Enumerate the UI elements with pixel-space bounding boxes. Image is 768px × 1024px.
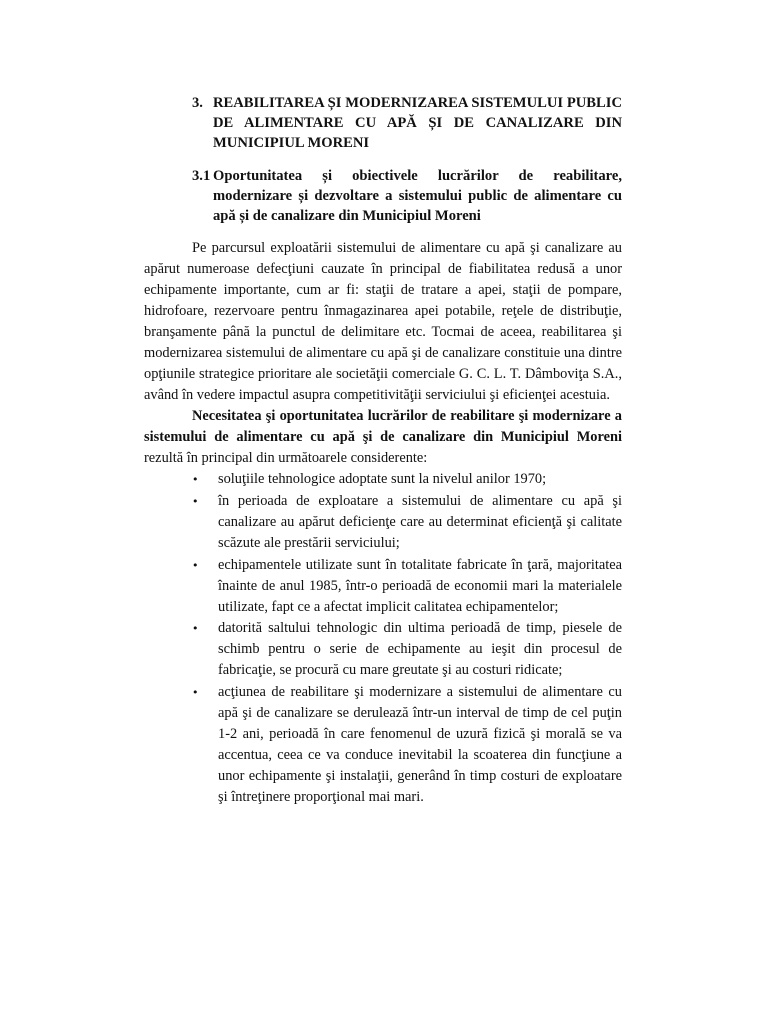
list-item [144, 491, 622, 554]
subsection-number: 3.1 [192, 168, 211, 184]
section-heading [192, 93, 622, 153]
bullet-icon: • [192, 494, 199, 508]
bullet-icon: • [192, 622, 199, 636]
subsection-heading [192, 166, 622, 226]
body-text [144, 238, 622, 809]
list-item-text: acţiunea de reabilitare şi modernizare a sistemului de alimentare cu apă şi de canalizare se derulează într-un interval de timp de cel puţin 1-2 ani, perioadă în care fenomenul de uzură fizică şi morală se va accentua, ceea ce va conduce inevitabil la scoaterea din funcţiune a unor echipamente şi instalaţii, generând în timp costuri de exploatare şi întreţinere proporţional mai mari. [218, 684, 622, 806]
list-item [144, 469, 622, 490]
bullet-icon: • [192, 686, 199, 700]
paragraph-necessity-rest: rezultă în principal din următoarele considerente: [144, 450, 428, 466]
paragraph-necessity-bold: Necesitatea şi oportunitatea lucrărilor de reabilitare şi modernizare a sistemului de alimentare cu apă şi de canalizare din Municipiul Moreni [144, 408, 622, 445]
list-item-text: în perioada de exploatare a sistemului de alimentare cu apă şi canalizare au apărut deficienţe care au determinat eficienţă şi calitate scăzute ale prestării serviciului; [218, 492, 622, 551]
considerations-list [144, 469, 622, 808]
section-title: REABILITAREA ȘI MODERNIZAREA SISTEMULUI PUBLIC DE ALIMENTARE CU APĂ ȘI DE CANALIZARE DIN MUNICIPIUL MORENI [213, 95, 622, 151]
list-item-text: datorită saltului tehnologic din ultima perioadă de timp, piesele de schimb pentru o serie de echipamente au ieşit din procesul de fabricaţie, se procură cu mare greutate şi au costuri ridicate; [218, 620, 622, 679]
list-item [144, 682, 622, 808]
list-item [144, 555, 622, 618]
list-item [144, 618, 622, 681]
paragraph-intro: Pe parcursul exploatării sistemului de alimentare cu apă şi canalizare au apărut numeroase defecţiuni cauzate în principal de fiabilitatea redusă a unor echipamente importante, cum ar fi: staţii de tratare a apei, staţii de pompare, hidrofoare, rezervoare pentru înmagazinarea apei potabile, reţele de distribuţie, branşamente până la punctul de delimitare etc. Tocmai de aceea, reabilitarea şi modernizarea sistemului de alimentare cu apă şi de canalizare constituie una dintre opţiunile strategice prioritare ale societăţii comerciale G. C. L. T. Dâmboviţa S.A., având în vedere impactul asupra competitivităţii serviciului şi eficienţei acestuia. [144, 240, 622, 403]
subsection-title: Oportunitatea și obiectivele lucrărilor de reabilitare, modernizare și dezvoltare a sistemului public de alimentare cu apă și de canalizare din Municipiul Moreni [213, 168, 622, 224]
bullet-icon: • [192, 558, 199, 572]
paragraph-necessity [144, 406, 622, 469]
bullet-icon: • [192, 473, 199, 486]
list-item-text: echipamentele utilizate sunt în totalitate fabricate în ţară, majoritatea înainte de anul 1985, într-o perioadă de economii mari la materialele utilizate, fapt ce a afectat implicit calitatea echipamentelor; [218, 556, 622, 615]
section-number: 3. [192, 95, 203, 111]
list-item-text: soluţiile tehnologice adoptate sunt la nivelul anilor 1970; [218, 471, 547, 487]
